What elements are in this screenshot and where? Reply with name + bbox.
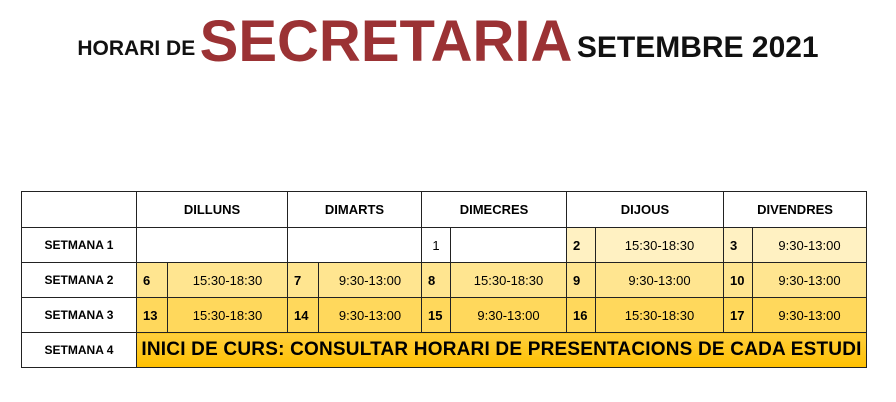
day-number: 14 <box>288 298 319 333</box>
time-slot: 9:30-13:00 <box>753 228 867 263</box>
time-slot: 9:30-13:00 <box>319 263 422 298</box>
empty-cell <box>451 228 567 263</box>
empty-cell <box>288 228 422 263</box>
day-number: 15 <box>422 298 451 333</box>
empty-cell <box>137 228 288 263</box>
corner-cell <box>22 192 137 228</box>
day-header-mon: DILLUNS <box>137 192 288 228</box>
week-row-2 <box>22 263 867 298</box>
day-number: 2 <box>567 228 596 263</box>
day-number: 10 <box>724 263 753 298</box>
course-start-banner: INICI DE CURS: CONSULTAR HORARI DE PRESENTACIONS DE CADA ESTUDI <box>137 333 867 368</box>
day-number: 1 <box>422 228 451 263</box>
time-slot: 15:30-18:30 <box>451 263 567 298</box>
time-slot: 9:30-13:00 <box>451 298 567 333</box>
day-header-tue: DIMARTS <box>288 192 422 228</box>
time-slot: 9:30-13:00 <box>596 263 724 298</box>
week-label: SETMANA 3 <box>22 298 137 333</box>
time-slot: 15:30-18:30 <box>596 298 724 333</box>
time-slot: 15:30-18:30 <box>168 298 288 333</box>
schedule-table <box>21 191 867 368</box>
week-row-3 <box>22 298 867 333</box>
day-number: 6 <box>137 263 168 298</box>
day-number: 16 <box>567 298 596 333</box>
time-slot: 9:30-13:00 <box>753 263 867 298</box>
week-label: SETMANA 2 <box>22 263 137 298</box>
time-slot: 15:30-18:30 <box>168 263 288 298</box>
time-slot: 9:30-13:00 <box>319 298 422 333</box>
week-row-1 <box>22 228 867 263</box>
week-row-4 <box>22 333 867 368</box>
page-title <box>0 8 896 75</box>
day-number: 7 <box>288 263 319 298</box>
week-label: SETMANA 4 <box>22 333 137 368</box>
title-prefix: HORARI DE <box>77 37 196 60</box>
day-number: 8 <box>422 263 451 298</box>
day-number: 9 <box>567 263 596 298</box>
time-slot: 15:30-18:30 <box>596 228 724 263</box>
day-number: 3 <box>724 228 753 263</box>
header-row <box>22 192 867 228</box>
day-header-thu: DIJOUS <box>567 192 724 228</box>
time-slot: 9:30-13:00 <box>753 298 867 333</box>
day-header-fri: DIVENDRES <box>724 192 867 228</box>
title-month: SETEMBRE 2021 <box>576 31 819 64</box>
day-number: 17 <box>724 298 753 333</box>
day-number: 13 <box>137 298 168 333</box>
week-label: SETMANA 1 <box>22 228 137 263</box>
day-header-wed: DIMECRES <box>422 192 567 228</box>
title-main: SECRETARIA <box>199 9 573 74</box>
